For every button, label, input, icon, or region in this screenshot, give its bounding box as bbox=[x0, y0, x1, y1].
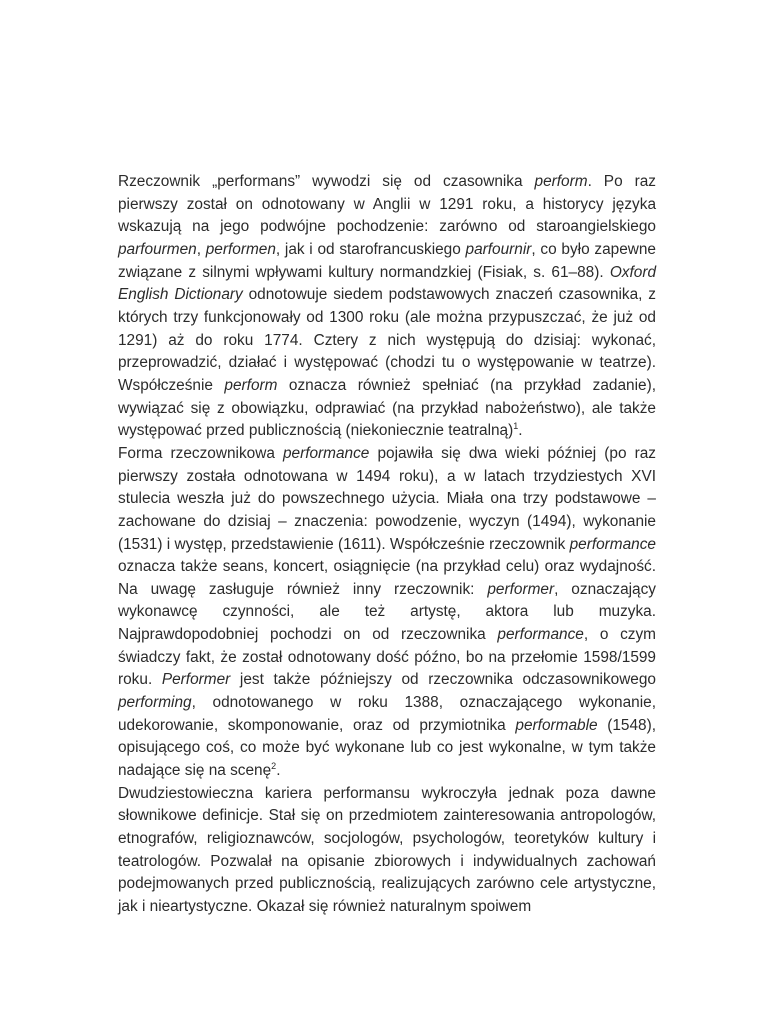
italic-term: parfourmen bbox=[118, 240, 197, 258]
text-run: , oznaczający wykonawcę czynności, ale też artystę, aktora lub muzyka. Najprawdopodobniej pochodzi on od rzeczownika bbox=[118, 580, 657, 644]
italic-term: Performer bbox=[161, 671, 231, 689]
footnote-marker[interactable]: 2 bbox=[271, 761, 277, 772]
text-run: oznacza również spełniać (na przykład zadanie), wywiązać się z obowiązku, odprawiać (na przykład nabożeństwo), ale także występować przed publicznością (niekoniecznie teatralną) bbox=[118, 376, 656, 440]
text-run: , odnotowanego w roku 1388, oznaczającego wykonanie, udekorowanie, skomponowanie, oraz od przymiotnika bbox=[118, 694, 656, 734]
paragraph-1 bbox=[118, 171, 656, 443]
text-run: . Po raz pierwszy został on odnotowany w Anglii w 1291 roku, a historycy języka wskazują na jego podwójne pochodzenie: zarówno od staroangielskiego bbox=[118, 173, 656, 236]
italic-title: Oxford English Dictionary bbox=[118, 263, 656, 304]
text-run: pojawiła się dwa wieki później (po raz pierwszy została odnotowana w 1494 roku), a w latach trzydziestych XVI stulecia weszła już do powszechnego użycia. Miała ona trzy podstawowe – zachowane do dzisiaj – znaczenia: powodzenie, wyczyn (1494), wykonanie (1531) i występ, przedstawienie (1611). Współcześnie rzeczownik bbox=[118, 444, 656, 553]
italic-term: performance bbox=[497, 626, 584, 644]
footnote-marker[interactable]: 1 bbox=[513, 421, 519, 432]
text-run: , co było zapewne związane z silnymi wpływami kultury normandzkiej (Fisiak, s. 61–88). bbox=[118, 240, 656, 281]
text-run: jest także późniejszy od rzeczownika odczasownikowego bbox=[230, 671, 656, 689]
italic-term: performance bbox=[282, 444, 370, 462]
italic-term: performance bbox=[569, 535, 656, 553]
text-run: , o czym świadczy fakt, że został odnotowany dość późno, bo na przełomie 1598/1599 roku. bbox=[118, 626, 656, 689]
italic-term: parfournir bbox=[465, 240, 532, 258]
italic-term: perform bbox=[534, 173, 588, 190]
body-text bbox=[118, 171, 656, 919]
text-run: . bbox=[518, 422, 523, 440]
text-run: Forma rzeczownikowa bbox=[118, 444, 283, 462]
text-run: , bbox=[196, 240, 206, 258]
paragraph-2 bbox=[118, 443, 656, 783]
paragraph-3 bbox=[118, 783, 656, 919]
italic-term: performer bbox=[487, 580, 555, 598]
text-run: (1548), opisującego coś, co może być wykonane lub co jest wykonalne, w tym także nadające się na scenę bbox=[118, 716, 656, 780]
italic-term: performen bbox=[205, 240, 276, 258]
text-run: odnotowuje siedem podstawowych znaczeń czasownika, z których trzy funkcjonowały od 1300 roku (ale można przypuszczać, że już od 1291) aż do roku 1774. Cztery z nich występują do dzisiaj: wykonać, przeprowadzić, działać i występować (chodzi tu o występowanie w teatrze). Współcześnie bbox=[118, 286, 657, 394]
italic-term: perform bbox=[224, 376, 278, 394]
text-run: . bbox=[276, 762, 281, 780]
text-run: oznacza także seans, koncert, osiągnięcie (na przykład celu) oraz wydajność. Na uwagę zasługuje również inny rzeczownik: bbox=[118, 558, 656, 598]
italic-term: performing bbox=[118, 694, 192, 712]
text-run: , jak i od starofrancuskiego bbox=[275, 240, 466, 258]
text-run: Dwudziestowieczna kariera performansu wykroczyła jednak poza dawne słownikowe definicje. Stał się on przedmiotem zainteresowania antropologów, etnografów, religioznawców, socjologów, psychologów, teoretyków kultury i teatrologów. Pozwalał na opisanie zbiorowych i indywidualnych zachowań podejmowanych przed publicznością, realizujących zarówno cele artystyczne, jak i nieartystyczne. Okazał się również naturalnym spoiwem bbox=[118, 784, 656, 915]
text-run: Rzeczownik „performans” wywodzi się od czasownika bbox=[118, 173, 535, 190]
italic-term: performable bbox=[515, 716, 598, 734]
